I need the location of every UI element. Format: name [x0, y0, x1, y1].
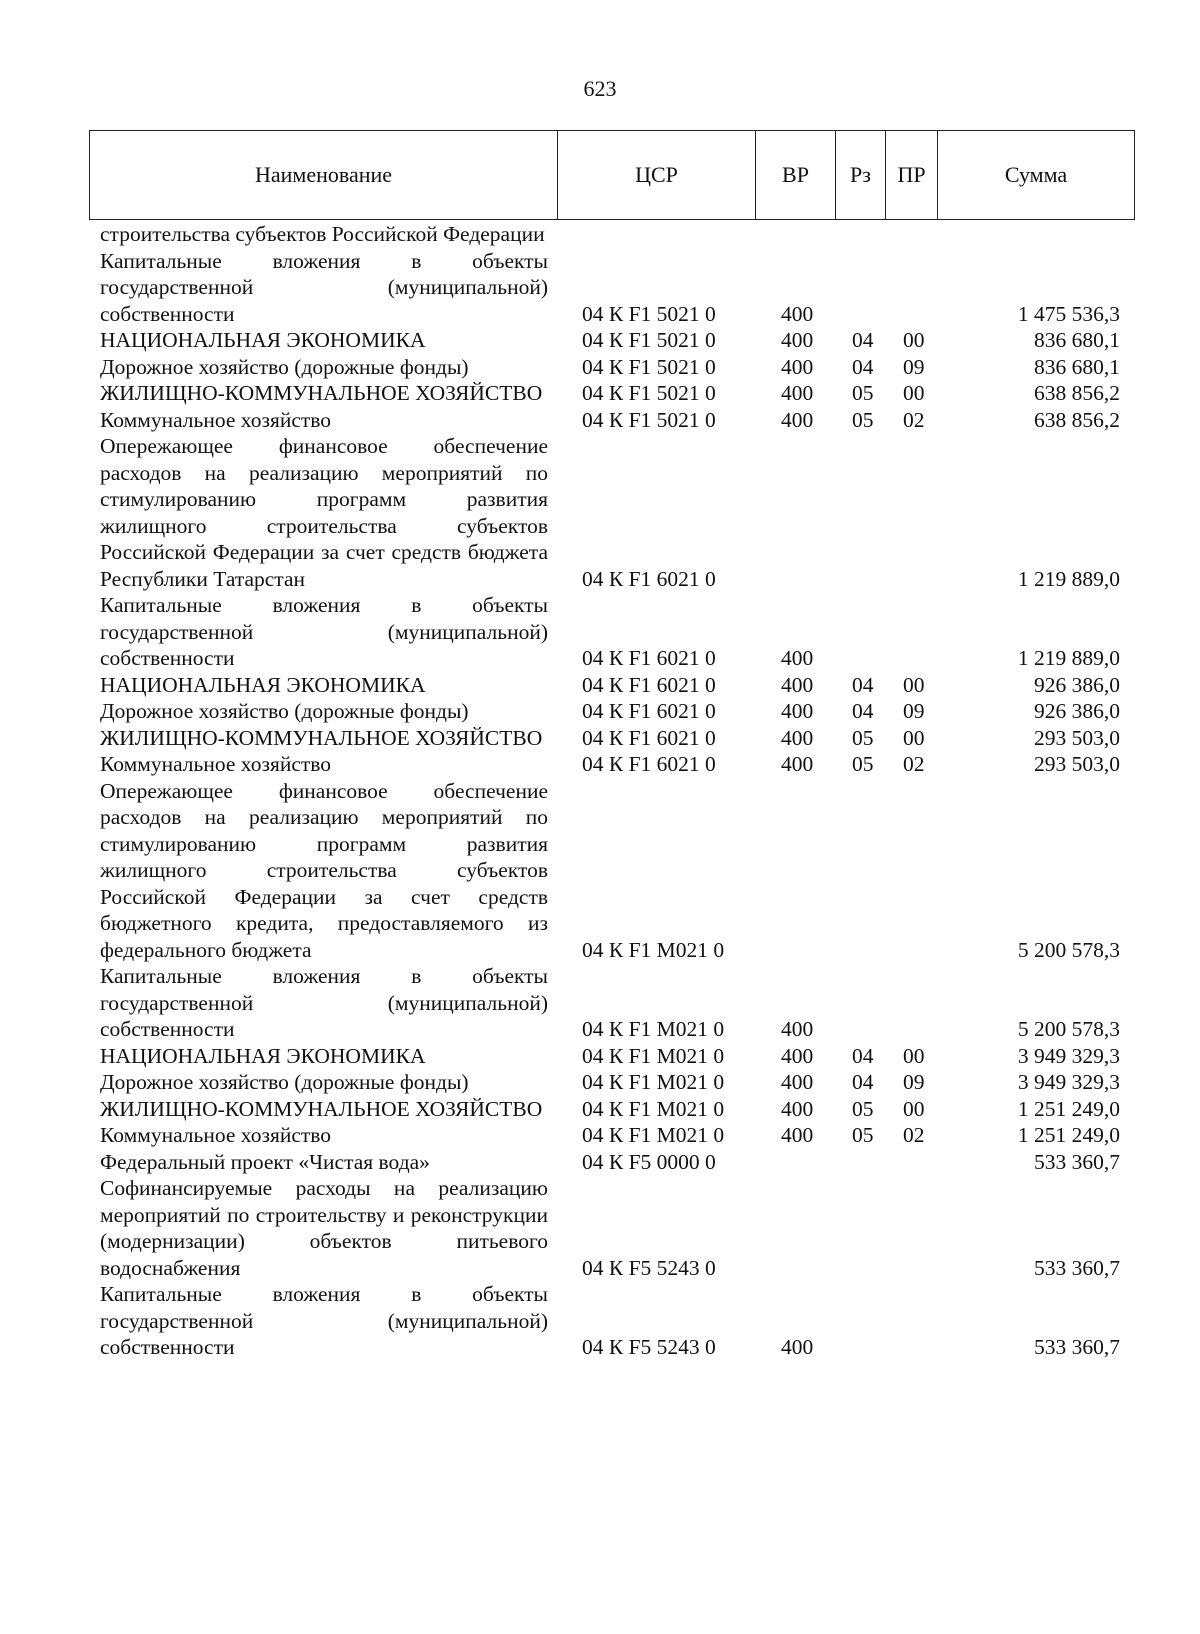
row-sum: 1 475 536,3 [1017, 301, 1120, 326]
row-rz: 04 [852, 1043, 874, 1068]
row-csr: 04 К F1 М021 0 [582, 1043, 725, 1068]
row-rz: 04 [852, 1070, 874, 1094]
row-pr: 00 [903, 725, 925, 750]
header-pr: ПР [886, 131, 938, 219]
table-row [0, 698, 1200, 725]
table-row [0, 778, 1200, 964]
row-csr: 04 К F1 М021 0 [582, 1096, 725, 1121]
row-vr: 400 [781, 301, 814, 326]
header-csr: ЦСР [558, 131, 756, 219]
row-vr: 400 [781, 1096, 814, 1121]
row-name: Федеральный проект «Чистая вода» [100, 1149, 430, 1174]
row-pr: 09 [903, 1070, 925, 1094]
row-vr: 400 [781, 1070, 814, 1094]
row-vr: 400 [781, 646, 814, 670]
row-name: строительства субъектов Российской Федерации [100, 222, 545, 246]
row-sum: 3 949 329,3 [1017, 1043, 1120, 1068]
row-pr: 00 [903, 1043, 925, 1068]
header-name: Наименование [90, 131, 558, 219]
row-rz: 05 [852, 381, 874, 405]
row-vr: 400 [781, 752, 814, 776]
row-name: Коммунальное хозяйство [100, 407, 332, 432]
row-name: ЖИЛИЩНО-КОММУНАЛЬНОЕ ХОЗЯЙСТВО [100, 725, 543, 750]
table-row [0, 1096, 1200, 1123]
row-name: Опережающее финансовое обеспечение расходов на реализацию мероприятий по стимулированию программ развития жилищного строительства субъектов Российской Федерации за счет средств бюджета Республики Татарстан [100, 434, 548, 591]
table-body [0, 221, 1200, 1361]
row-sum: 533 360,7 [1034, 1149, 1120, 1174]
row-vr: 400 [781, 381, 814, 405]
row-name: Капитальные вложения в объекты государственной (муниципальной) собственности [100, 1282, 548, 1359]
row-pr: 00 [903, 1096, 925, 1121]
table-row [0, 1149, 1200, 1176]
row-name: ЖИЛИЩНО-КОММУНАЛЬНОЕ ХОЗЯЙСТВО [100, 1096, 543, 1121]
row-sum: 293 503,0 [1034, 725, 1120, 750]
row-pr: 02 [903, 407, 925, 432]
row-csr: 04 К F1 6021 0 [582, 672, 716, 697]
table-row [0, 963, 1200, 1043]
row-pr: 09 [903, 699, 925, 723]
table-row [0, 327, 1200, 354]
row-csr: 04 К F1 6021 0 [582, 752, 716, 776]
header-sum: Сумма [1004, 162, 1068, 187]
row-sum: 1 251 249,0 [1017, 1096, 1120, 1121]
row-csr: 04 К F1 М021 0 [582, 1017, 725, 1041]
table-row [0, 433, 1200, 592]
row-vr: 400 [781, 407, 814, 432]
page-number: 623 [583, 76, 617, 101]
row-name: Капитальные вложения в объекты государственной (муниципальной) собственности [100, 593, 548, 670]
row-csr: 04 К F1 5021 0 [582, 407, 716, 432]
row-sum: 1 219 889,0 [1017, 566, 1120, 591]
row-name: Капитальные вложения в объекты государственной (муниципальной) собственности [100, 248, 548, 326]
row-csr: 04 К F1 М021 0 [582, 1070, 725, 1094]
table-row [0, 1281, 1200, 1361]
row-name: Софинансируемые расходы на реализацию мероприятий по строительству и реконструкции (модернизации) объектов питьевого водоснабжения [100, 1176, 548, 1280]
table-row [0, 407, 1200, 434]
row-vr: 400 [781, 1017, 814, 1041]
table-row [0, 248, 1200, 328]
table-row [0, 592, 1200, 672]
row-csr: 04 К F1 М021 0 [582, 937, 725, 962]
row-csr: 04 К F1 5021 0 [582, 301, 716, 326]
row-name: Коммунальное хозяйство [100, 752, 332, 776]
header-vr: ВР [756, 131, 836, 219]
table-row [0, 221, 1200, 248]
row-name: Дорожное хозяйство (дорожные фонды) [100, 354, 469, 379]
row-name: Капитальные вложения в объекты государственной (муниципальной) собственности [100, 964, 548, 1041]
row-name: НАЦИОНАЛЬНАЯ ЭКОНОМИКА [100, 672, 426, 697]
table-row [0, 1175, 1200, 1281]
row-csr: 04 К F1 6021 0 [582, 646, 716, 670]
row-name: Дорожное хозяйство (дорожные фонды) [100, 1070, 469, 1094]
row-sum: 1 219 889,0 [1017, 646, 1120, 670]
row-sum: 293 503,0 [1034, 752, 1120, 776]
row-csr: 04 К F5 5243 0 [582, 1255, 716, 1280]
row-sum: 533 360,7 [1034, 1255, 1120, 1280]
row-csr: 04 К F1 6021 0 [582, 566, 716, 591]
row-rz: 05 [852, 1096, 874, 1121]
row-sum: 3 949 329,3 [1017, 1070, 1120, 1094]
row-sum: 638 856,2 [1034, 407, 1120, 432]
row-sum: 1 251 249,0 [1017, 1123, 1120, 1147]
row-sum: 5 200 578,3 [1017, 1017, 1120, 1041]
row-name: Коммунальное хозяйство [100, 1123, 332, 1147]
table-row [0, 672, 1200, 699]
row-rz: 04 [852, 699, 874, 723]
row-csr: 04 К F1 5021 0 [582, 381, 716, 405]
table-row [0, 380, 1200, 407]
table-row [0, 1069, 1200, 1096]
table-row [0, 354, 1200, 381]
row-name: ЖИЛИЩНО-КОММУНАЛЬНОЕ ХОЗЯЙСТВО [100, 381, 543, 405]
row-sum: 836 680,1 [1034, 328, 1120, 352]
row-rz: 04 [852, 328, 874, 352]
row-rz: 05 [852, 752, 874, 776]
row-sum: 926 386,0 [1034, 672, 1120, 697]
row-vr: 400 [781, 672, 814, 697]
table-row [0, 751, 1200, 778]
table-row [0, 1043, 1200, 1070]
table-row [0, 1122, 1200, 1149]
header-rz: Рз [836, 131, 886, 219]
row-csr: 04 К F1 5021 0 [582, 328, 716, 352]
row-pr: 02 [903, 1123, 925, 1147]
row-name: НАЦИОНАЛЬНАЯ ЭКОНОМИКА [100, 328, 426, 352]
row-csr: 04 К F1 6021 0 [582, 699, 716, 723]
row-csr: 04 К F1 5021 0 [582, 354, 716, 379]
row-pr: 00 [903, 672, 925, 697]
row-rz: 05 [852, 407, 874, 432]
row-csr: 04 К F5 5243 0 [582, 1335, 716, 1359]
row-name: Дорожное хозяйство (дорожные фонды) [100, 699, 469, 723]
table-header [89, 130, 1135, 220]
row-name: НАЦИОНАЛЬНАЯ ЭКОНОМИКА [100, 1043, 426, 1068]
row-vr: 400 [781, 699, 814, 723]
row-pr: 02 [903, 752, 925, 776]
row-vr: 400 [781, 1335, 814, 1359]
row-pr: 00 [903, 328, 925, 352]
row-sum: 5 200 578,3 [1017, 937, 1120, 962]
row-rz: 04 [852, 672, 874, 697]
row-vr: 400 [781, 725, 814, 750]
row-sum: 836 680,1 [1034, 354, 1120, 379]
row-vr: 400 [781, 1123, 814, 1147]
row-sum: 926 386,0 [1034, 699, 1120, 723]
row-vr: 400 [781, 354, 814, 379]
table-row [0, 725, 1200, 752]
row-pr: 00 [903, 381, 925, 405]
row-sum: 638 856,2 [1034, 381, 1120, 405]
row-pr: 09 [903, 354, 925, 379]
row-rz: 05 [852, 1123, 874, 1147]
row-csr: 04 К F1 М021 0 [582, 1123, 725, 1147]
row-csr: 04 К F5 0000 0 [582, 1149, 716, 1174]
row-rz: 05 [852, 725, 874, 750]
row-sum: 533 360,7 [1034, 1335, 1120, 1359]
row-vr: 400 [781, 328, 814, 352]
row-rz: 04 [852, 354, 874, 379]
row-vr: 400 [781, 1043, 814, 1068]
row-csr: 04 К F1 6021 0 [582, 725, 716, 750]
row-name: Опережающее финансовое обеспечение расходов на реализацию мероприятий по стимулированию программ развития жилищного строительства субъектов Российской Федерации за счет средств бюджетного кредита, предоставляемого из федерального бюджета [100, 778, 548, 962]
